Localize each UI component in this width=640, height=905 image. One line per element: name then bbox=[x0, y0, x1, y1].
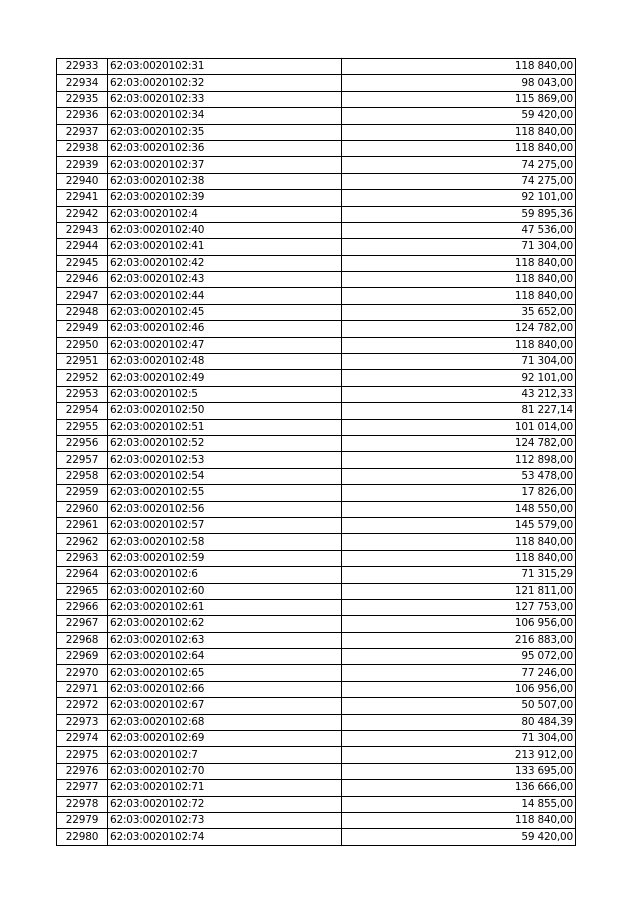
cadastral-number-cell: 62:03:0020102:43 bbox=[108, 272, 342, 288]
table-row bbox=[57, 452, 576, 468]
cadastral-number-cell: 62:03:0020102:56 bbox=[108, 501, 342, 517]
cadastral-number-cell: 62:03:0020102:51 bbox=[108, 419, 342, 435]
table-row bbox=[57, 140, 576, 156]
cadastral-number-cell: 62:03:0020102:54 bbox=[108, 468, 342, 484]
table-row bbox=[57, 583, 576, 599]
cadastral-value-cell: 17 826,00 bbox=[342, 485, 576, 501]
table-row bbox=[57, 616, 576, 632]
cadastral-number-cell: 62:03:0020102:69 bbox=[108, 731, 342, 747]
cadastral-value-cell: 118 840,00 bbox=[342, 124, 576, 140]
table-row bbox=[57, 419, 576, 435]
table-row bbox=[57, 239, 576, 255]
table-row bbox=[57, 714, 576, 730]
table-row bbox=[57, 731, 576, 747]
table-row bbox=[57, 173, 576, 189]
cadastral-number-cell: 62:03:0020102:65 bbox=[108, 665, 342, 681]
cadastral-number-cell: 62:03:0020102:48 bbox=[108, 354, 342, 370]
cadastral-value-cell: 71 304,00 bbox=[342, 239, 576, 255]
cadastral-value-cell: 118 840,00 bbox=[342, 812, 576, 828]
cadastral-number-cell: 62:03:0020102:33 bbox=[108, 91, 342, 107]
row-number-cell: 22935 bbox=[57, 91, 108, 107]
row-number-cell: 22974 bbox=[57, 731, 108, 747]
cadastral-value-cell: 92 101,00 bbox=[342, 370, 576, 386]
cadastral-number-cell: 62:03:0020102:66 bbox=[108, 681, 342, 697]
table-row bbox=[57, 517, 576, 533]
row-number-cell: 22969 bbox=[57, 649, 108, 665]
cadastral-number-cell: 62:03:0020102:45 bbox=[108, 304, 342, 320]
cadastral-number-cell: 62:03:0020102:4 bbox=[108, 206, 342, 222]
row-number-cell: 22971 bbox=[57, 681, 108, 697]
table-row bbox=[57, 812, 576, 828]
cadastral-value-cell: 71 315,29 bbox=[342, 567, 576, 583]
cadastral-number-cell: 62:03:0020102:37 bbox=[108, 157, 342, 173]
cadastral-value-cell: 47 536,00 bbox=[342, 222, 576, 238]
row-number-cell: 22959 bbox=[57, 485, 108, 501]
cadastral-number-cell: 62:03:0020102:39 bbox=[108, 190, 342, 206]
table-row bbox=[57, 206, 576, 222]
cadastral-number-cell: 62:03:0020102:62 bbox=[108, 616, 342, 632]
table-row bbox=[57, 747, 576, 763]
row-number-cell: 22936 bbox=[57, 108, 108, 124]
cadastral-value-cell: 118 840,00 bbox=[342, 59, 576, 75]
cadastral-value-cell: 213 912,00 bbox=[342, 747, 576, 763]
cadastral-value-cell: 53 478,00 bbox=[342, 468, 576, 484]
cadastral-number-cell: 62:03:0020102:47 bbox=[108, 337, 342, 353]
table-row bbox=[57, 501, 576, 517]
cadastral-value-cell: 118 840,00 bbox=[342, 255, 576, 271]
cadastral-number-cell: 62:03:0020102:32 bbox=[108, 75, 342, 91]
table-row bbox=[57, 321, 576, 337]
row-number-cell: 22961 bbox=[57, 517, 108, 533]
cadastral-value-cell: 133 695,00 bbox=[342, 763, 576, 779]
cadastral-value-cell: 59 420,00 bbox=[342, 108, 576, 124]
row-number-cell: 22965 bbox=[57, 583, 108, 599]
row-number-cell: 22964 bbox=[57, 567, 108, 583]
cadastral-number-cell: 62:03:0020102:61 bbox=[108, 599, 342, 615]
cadastral-number-cell: 62:03:0020102:44 bbox=[108, 288, 342, 304]
row-number-cell: 22972 bbox=[57, 698, 108, 714]
cadastral-number-cell: 62:03:0020102:7 bbox=[108, 747, 342, 763]
cadastral-number-cell: 62:03:0020102:63 bbox=[108, 632, 342, 648]
row-number-cell: 22979 bbox=[57, 812, 108, 828]
cadastral-number-cell: 62:03:0020102:38 bbox=[108, 173, 342, 189]
cadastral-number-cell: 62:03:0020102:70 bbox=[108, 763, 342, 779]
cadastral-value-cell: 98 043,00 bbox=[342, 75, 576, 91]
cadastral-value-cell: 74 275,00 bbox=[342, 173, 576, 189]
row-number-cell: 22934 bbox=[57, 75, 108, 91]
cadastral-number-cell: 62:03:0020102:57 bbox=[108, 517, 342, 533]
table-row bbox=[57, 780, 576, 796]
row-number-cell: 22949 bbox=[57, 321, 108, 337]
table-row bbox=[57, 681, 576, 697]
cadastral-value-cell: 216 883,00 bbox=[342, 632, 576, 648]
row-number-cell: 22948 bbox=[57, 304, 108, 320]
table-row bbox=[57, 796, 576, 812]
cadastral-number-cell: 62:03:0020102:59 bbox=[108, 550, 342, 566]
cadastral-value-cell: 118 840,00 bbox=[342, 288, 576, 304]
table-row bbox=[57, 272, 576, 288]
cadastral-number-cell: 62:03:0020102:55 bbox=[108, 485, 342, 501]
table-row bbox=[57, 59, 576, 75]
row-number-cell: 22967 bbox=[57, 616, 108, 632]
cadastral-value-cell: 14 855,00 bbox=[342, 796, 576, 812]
table-row bbox=[57, 468, 576, 484]
table-row bbox=[57, 75, 576, 91]
cadastral-number-cell: 62:03:0020102:41 bbox=[108, 239, 342, 255]
cadastral-number-cell: 62:03:0020102:53 bbox=[108, 452, 342, 468]
table-row bbox=[57, 763, 576, 779]
row-number-cell: 22975 bbox=[57, 747, 108, 763]
table-row bbox=[57, 255, 576, 271]
cadastral-number-cell: 62:03:0020102:50 bbox=[108, 403, 342, 419]
table-row bbox=[57, 354, 576, 370]
cadastral-number-cell: 62:03:0020102:40 bbox=[108, 222, 342, 238]
cadastral-value-cell: 145 579,00 bbox=[342, 517, 576, 533]
cadastral-value-cell: 124 782,00 bbox=[342, 435, 576, 451]
table-row bbox=[57, 403, 576, 419]
cadastral-value-cell: 74 275,00 bbox=[342, 157, 576, 173]
table-row bbox=[57, 222, 576, 238]
cadastral-value-cell: 118 840,00 bbox=[342, 337, 576, 353]
cadastral-value-cell: 59 895,36 bbox=[342, 206, 576, 222]
row-number-cell: 22978 bbox=[57, 796, 108, 812]
table-row bbox=[57, 698, 576, 714]
row-number-cell: 22951 bbox=[57, 354, 108, 370]
row-number-cell: 22976 bbox=[57, 763, 108, 779]
cadastral-number-cell: 62:03:0020102:5 bbox=[108, 386, 342, 402]
cadastral-value-cell: 106 956,00 bbox=[342, 681, 576, 697]
row-number-cell: 22977 bbox=[57, 780, 108, 796]
row-number-cell: 22933 bbox=[57, 59, 108, 75]
cadastral-value-cell: 124 782,00 bbox=[342, 321, 576, 337]
row-number-cell: 22946 bbox=[57, 272, 108, 288]
table-row bbox=[57, 632, 576, 648]
cadastral-value-cell: 115 869,00 bbox=[342, 91, 576, 107]
table-row bbox=[57, 288, 576, 304]
table-row bbox=[57, 550, 576, 566]
row-number-cell: 22955 bbox=[57, 419, 108, 435]
cadastral-value-cell: 59 420,00 bbox=[342, 829, 576, 845]
row-number-cell: 22962 bbox=[57, 534, 108, 550]
table-row bbox=[57, 567, 576, 583]
row-number-cell: 22950 bbox=[57, 337, 108, 353]
cadastral-number-cell: 62:03:0020102:36 bbox=[108, 140, 342, 156]
cadastral-value-cell: 118 840,00 bbox=[342, 272, 576, 288]
cadastral-number-cell: 62:03:0020102:72 bbox=[108, 796, 342, 812]
cadastral-value-cell: 136 666,00 bbox=[342, 780, 576, 796]
cadastral-number-cell: 62:03:0020102:35 bbox=[108, 124, 342, 140]
cadastral-value-cell: 118 840,00 bbox=[342, 534, 576, 550]
row-number-cell: 22942 bbox=[57, 206, 108, 222]
row-number-cell: 22954 bbox=[57, 403, 108, 419]
cadastral-number-cell: 62:03:0020102:34 bbox=[108, 108, 342, 124]
table-row bbox=[57, 190, 576, 206]
row-number-cell: 22980 bbox=[57, 829, 108, 845]
table-row bbox=[57, 665, 576, 681]
row-number-cell: 22970 bbox=[57, 665, 108, 681]
cadastral-number-cell: 62:03:0020102:31 bbox=[108, 59, 342, 75]
cadastral-value-cell: 80 484,39 bbox=[342, 714, 576, 730]
row-number-cell: 22968 bbox=[57, 632, 108, 648]
row-number-cell: 22953 bbox=[57, 386, 108, 402]
cadastral-number-cell: 62:03:0020102:71 bbox=[108, 780, 342, 796]
table-row bbox=[57, 386, 576, 402]
cadastral-value-cell: 101 014,00 bbox=[342, 419, 576, 435]
table-row bbox=[57, 435, 576, 451]
row-number-cell: 22960 bbox=[57, 501, 108, 517]
cadastral-number-cell: 62:03:0020102:73 bbox=[108, 812, 342, 828]
row-number-cell: 22966 bbox=[57, 599, 108, 615]
table-row bbox=[57, 124, 576, 140]
table-row bbox=[57, 91, 576, 107]
cadastral-value-cell: 71 304,00 bbox=[342, 354, 576, 370]
cadastral-number-cell: 62:03:0020102:74 bbox=[108, 829, 342, 845]
row-number-cell: 22973 bbox=[57, 714, 108, 730]
cadastral-value-cell: 127 753,00 bbox=[342, 599, 576, 615]
row-number-cell: 22939 bbox=[57, 157, 108, 173]
cadastral-number-cell: 62:03:0020102:46 bbox=[108, 321, 342, 337]
row-number-cell: 22963 bbox=[57, 550, 108, 566]
table-row bbox=[57, 108, 576, 124]
row-number-cell: 22958 bbox=[57, 468, 108, 484]
table-row bbox=[57, 599, 576, 615]
cadastral-value-cell: 43 212,33 bbox=[342, 386, 576, 402]
row-number-cell: 22957 bbox=[57, 452, 108, 468]
cadastral-number-cell: 62:03:0020102:58 bbox=[108, 534, 342, 550]
cadastral-value-cell: 148 550,00 bbox=[342, 501, 576, 517]
cadastral-value-cell: 112 898,00 bbox=[342, 452, 576, 468]
table-row bbox=[57, 337, 576, 353]
row-number-cell: 22941 bbox=[57, 190, 108, 206]
row-number-cell: 22943 bbox=[57, 222, 108, 238]
cadastral-value-cell: 92 101,00 bbox=[342, 190, 576, 206]
row-number-cell: 22940 bbox=[57, 173, 108, 189]
row-number-cell: 22938 bbox=[57, 140, 108, 156]
cadastral-number-cell: 62:03:0020102:67 bbox=[108, 698, 342, 714]
cadastral-number-cell: 62:03:0020102:68 bbox=[108, 714, 342, 730]
table-row bbox=[57, 485, 576, 501]
cadastral-value-cell: 35 652,00 bbox=[342, 304, 576, 320]
row-number-cell: 22947 bbox=[57, 288, 108, 304]
cadastral-value-cell: 118 840,00 bbox=[342, 550, 576, 566]
row-number-cell: 22945 bbox=[57, 255, 108, 271]
table-row bbox=[57, 370, 576, 386]
cadastral-number-cell: 62:03:0020102:6 bbox=[108, 567, 342, 583]
cadastral-value-cell: 81 227,14 bbox=[342, 403, 576, 419]
cadastral-value-cell: 118 840,00 bbox=[342, 140, 576, 156]
cadastral-value-cell: 95 072,00 bbox=[342, 649, 576, 665]
cadastral-value-cell: 71 304,00 bbox=[342, 731, 576, 747]
table-row bbox=[57, 157, 576, 173]
cadastral-number-cell: 62:03:0020102:64 bbox=[108, 649, 342, 665]
row-number-cell: 22952 bbox=[57, 370, 108, 386]
table-body bbox=[57, 59, 576, 846]
cadastral-value-cell: 50 507,00 bbox=[342, 698, 576, 714]
table-row bbox=[57, 829, 576, 845]
cadastral-value-cell: 106 956,00 bbox=[342, 616, 576, 632]
table-row bbox=[57, 304, 576, 320]
cadastral-value-cell: 77 246,00 bbox=[342, 665, 576, 681]
table-row bbox=[57, 649, 576, 665]
cadastral-value-table bbox=[56, 58, 576, 846]
row-number-cell: 22944 bbox=[57, 239, 108, 255]
row-number-cell: 22956 bbox=[57, 435, 108, 451]
cadastral-number-cell: 62:03:0020102:42 bbox=[108, 255, 342, 271]
table-row bbox=[57, 534, 576, 550]
row-number-cell: 22937 bbox=[57, 124, 108, 140]
cadastral-number-cell: 62:03:0020102:52 bbox=[108, 435, 342, 451]
cadastral-number-cell: 62:03:0020102:60 bbox=[108, 583, 342, 599]
cadastral-number-cell: 62:03:0020102:49 bbox=[108, 370, 342, 386]
cadastral-value-cell: 121 811,00 bbox=[342, 583, 576, 599]
